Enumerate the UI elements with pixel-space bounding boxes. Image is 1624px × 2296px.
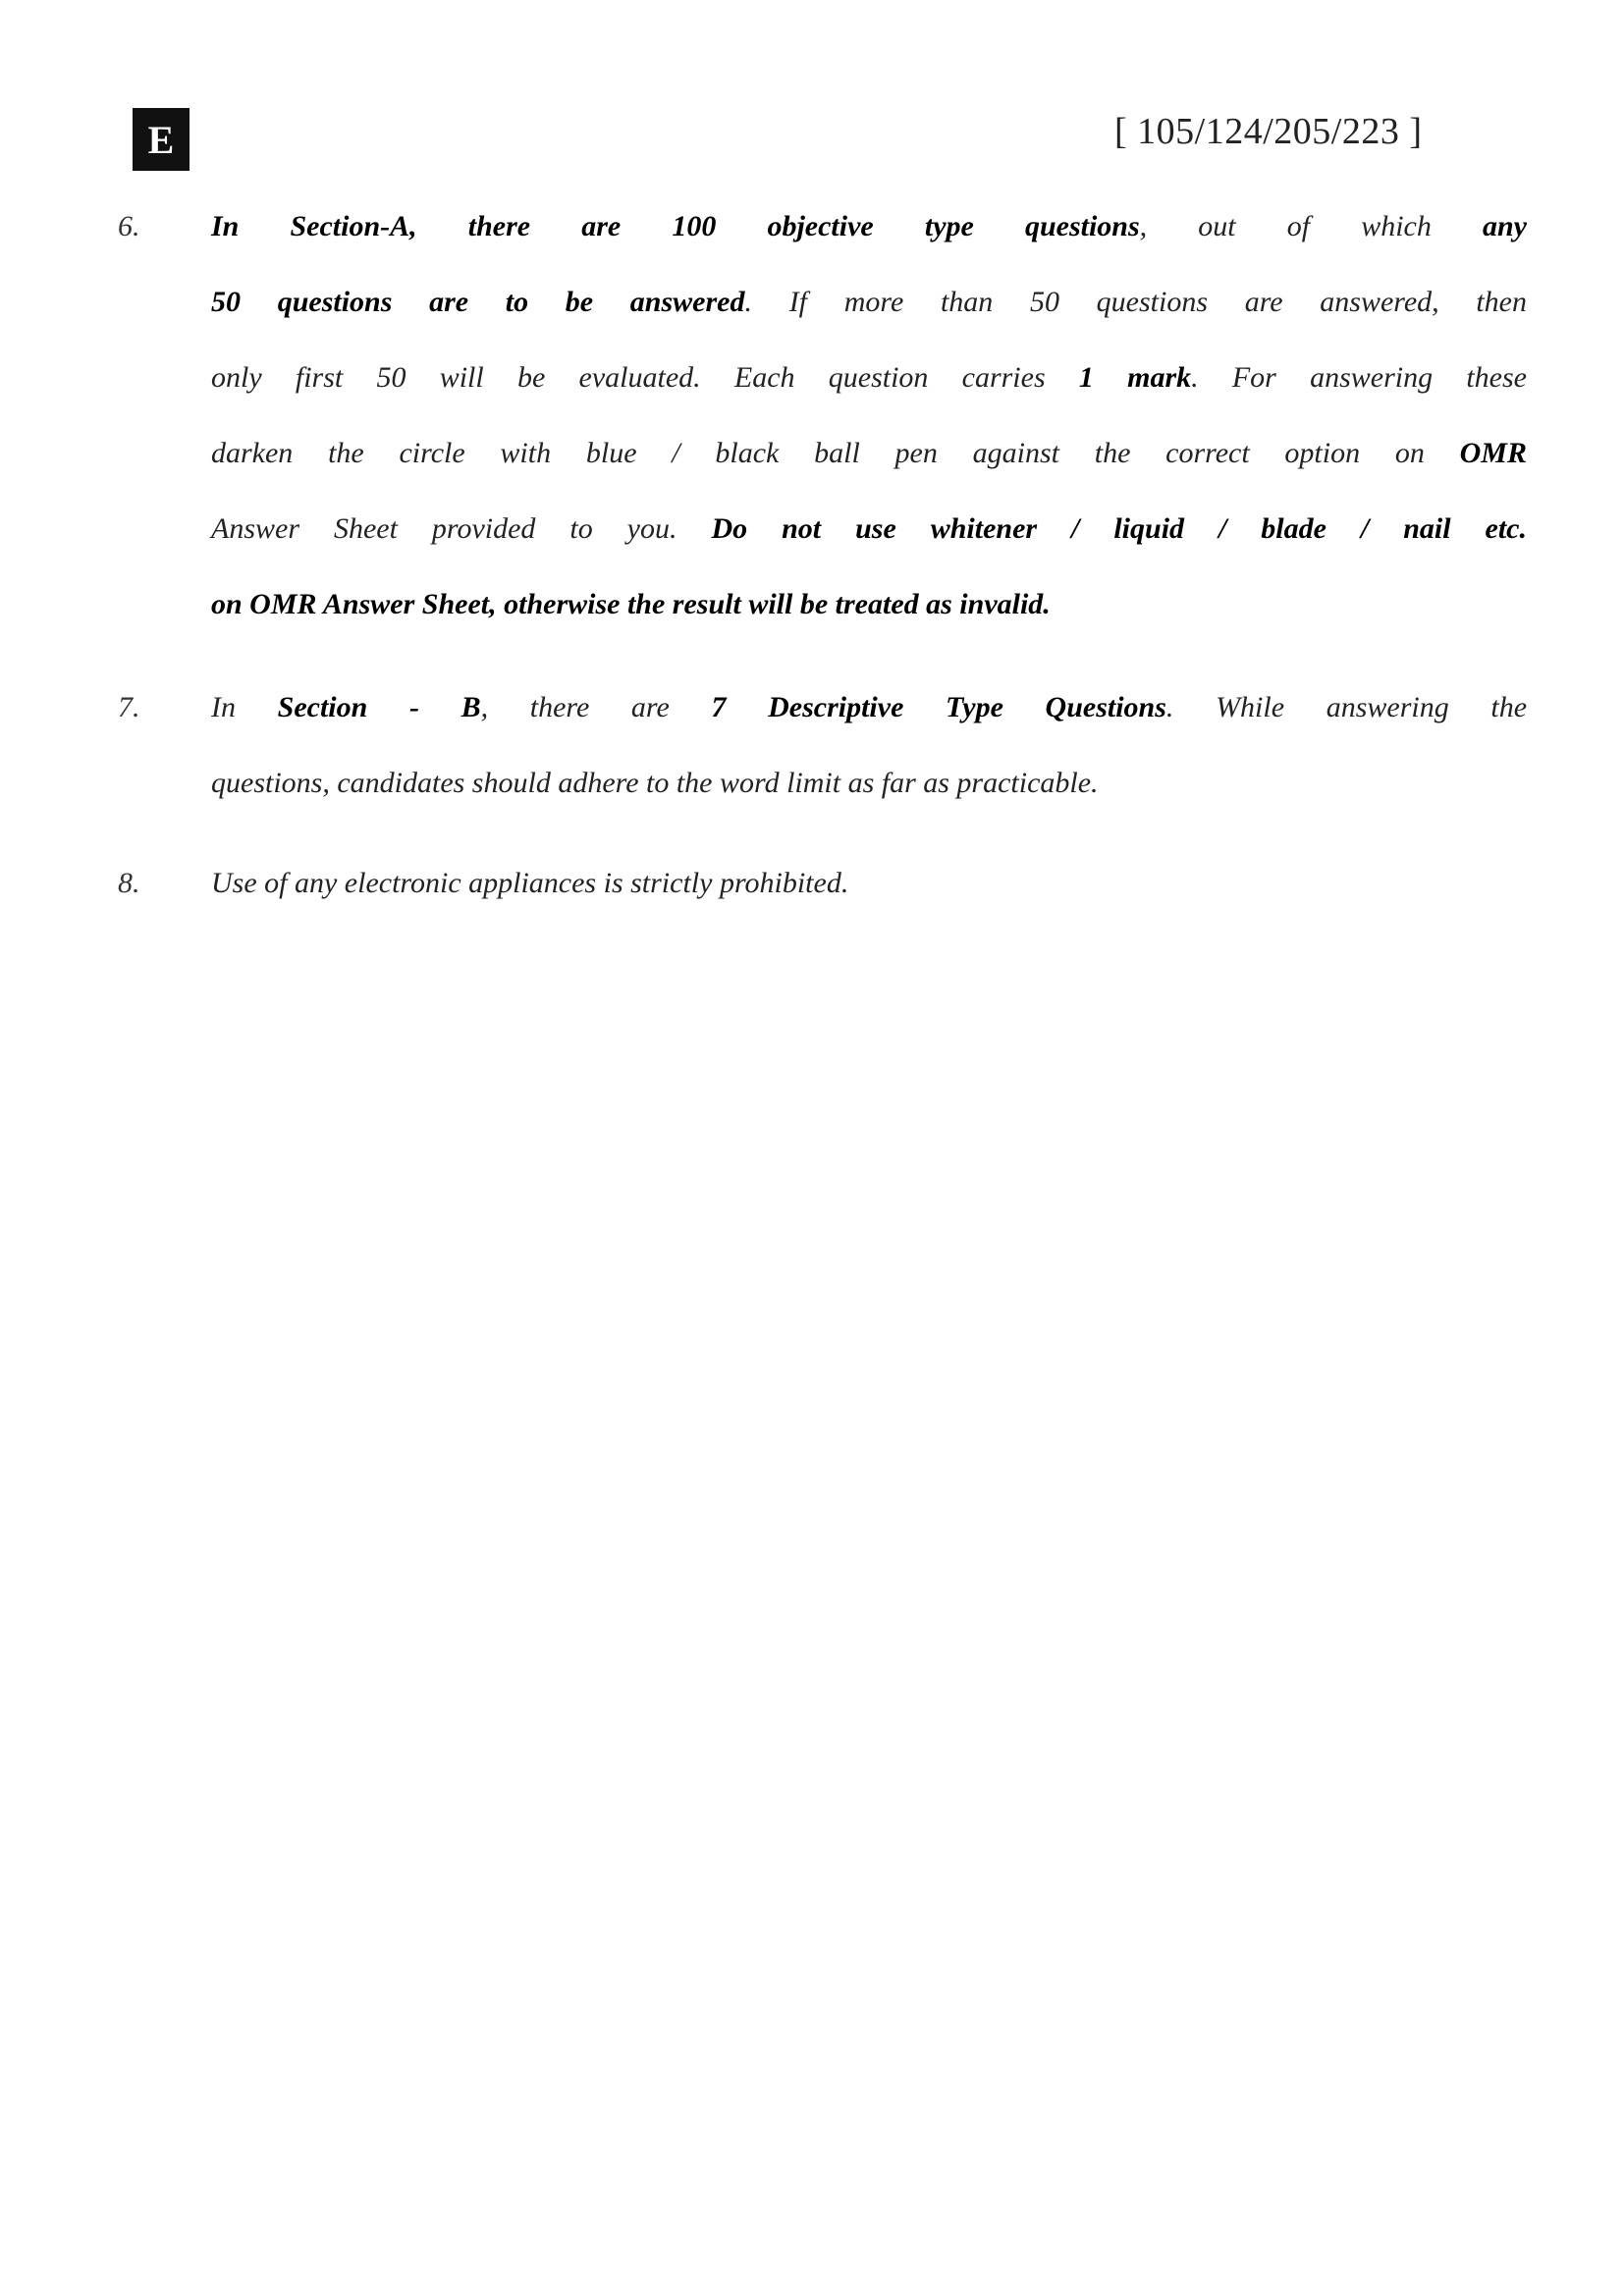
instruction-text xyxy=(211,188,1527,642)
instruction-text xyxy=(211,845,1527,921)
paper-code: [ 105/124/205/223 ] xyxy=(1114,111,1423,152)
text-line xyxy=(211,669,1527,745)
text-line xyxy=(211,188,1527,264)
bold-text: on OMR Answer Sheet, otherwise the result will be treated as invalid. xyxy=(211,588,1051,620)
instruction-text xyxy=(211,669,1527,821)
italic-text: darken the circle with blue / black ball pen against the correct option on xyxy=(211,437,1460,469)
item-number: 8. xyxy=(118,867,140,899)
text-line xyxy=(211,845,1527,921)
italic-text: , out of which xyxy=(1139,210,1483,242)
text-line xyxy=(211,264,1527,340)
text-line xyxy=(211,745,1527,821)
italic-text: only first 50 will be evaluated. Each question carries xyxy=(211,361,1079,394)
bold-text: 1 mark xyxy=(1078,361,1192,394)
italic-text: In xyxy=(211,691,278,723)
set-badge: E xyxy=(133,108,189,171)
italic-text: Answer Sheet provided to you. xyxy=(211,512,712,545)
text-line xyxy=(211,491,1527,566)
bold-text: any xyxy=(1483,210,1527,242)
item-number: 7. xyxy=(118,691,140,723)
italic-text: questions, candidates should adhere to the word limit as far as practicable. xyxy=(211,767,1099,799)
italic-text: . If more than 50 questions are answered, then xyxy=(744,286,1527,318)
italic-text: . While answering the xyxy=(1165,691,1528,723)
text-line xyxy=(211,415,1527,491)
item-number: 6. xyxy=(118,210,140,242)
bold-text: OMR xyxy=(1459,437,1527,469)
bold-text: In Section-A, there are 100 objective type questions xyxy=(211,210,1140,242)
italic-text: Use of any electronic appliances is strictly prohibited. xyxy=(211,867,849,899)
bold-text: 50 questions are to be answered xyxy=(211,286,745,318)
italic-text: . For answering these xyxy=(1191,361,1527,394)
text-line xyxy=(211,566,1527,642)
bold-text: Section - B xyxy=(277,691,481,723)
italic-text: , there are xyxy=(480,691,712,723)
bold-text: 7 Descriptive Type Questions xyxy=(711,691,1166,723)
bold-text: Do not use whitener / liquid / blade / nail etc. xyxy=(711,512,1527,545)
text-line xyxy=(211,340,1527,415)
